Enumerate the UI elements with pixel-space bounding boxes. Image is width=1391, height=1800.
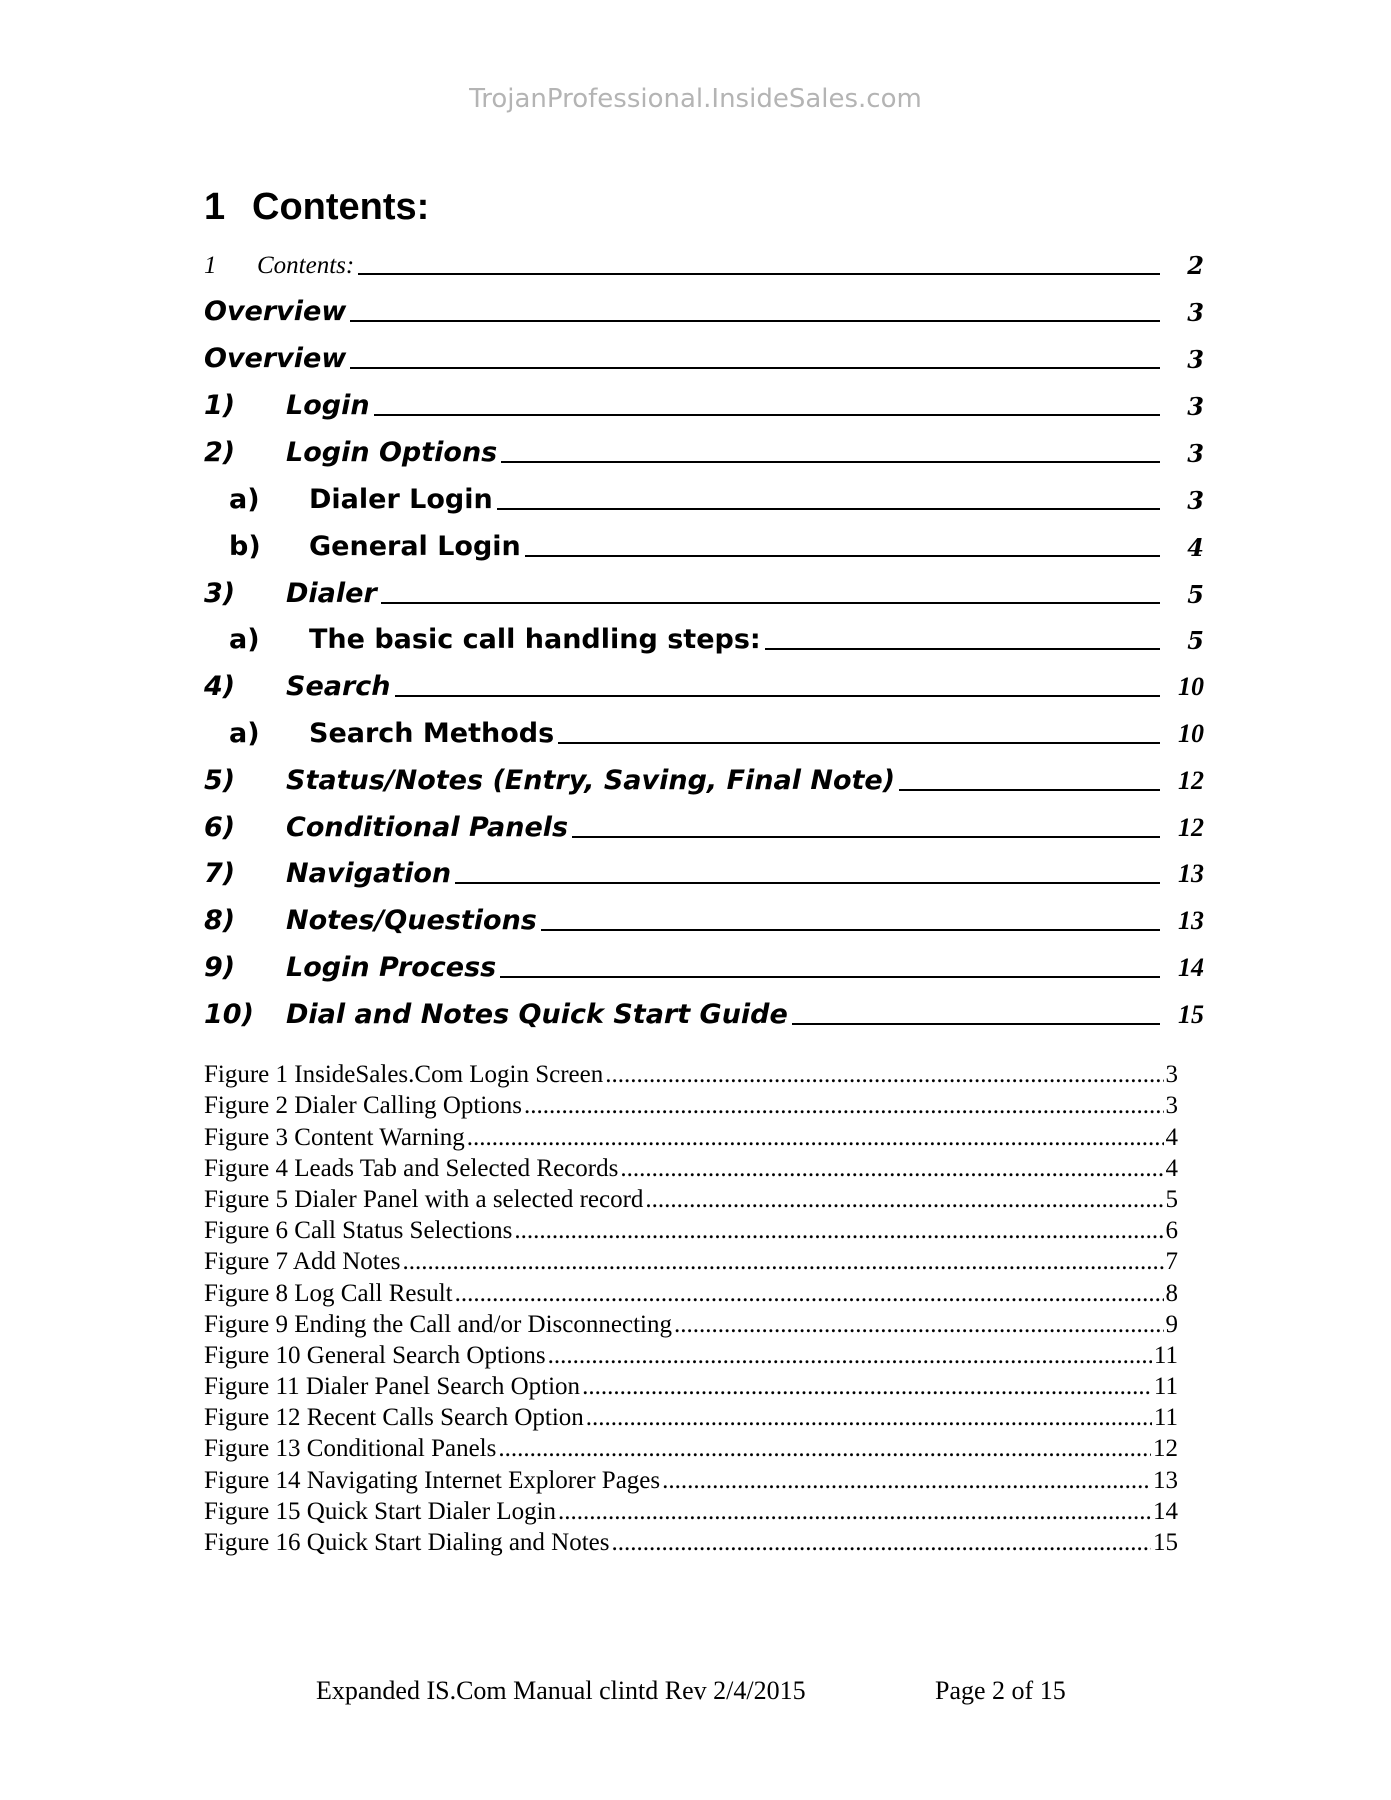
figure-page: 13 xyxy=(1153,1466,1178,1494)
toc-entry-label: The basic call handling steps: xyxy=(309,624,761,655)
dot-leader xyxy=(524,1093,1163,1118)
toc-leader-line xyxy=(572,836,1160,838)
toc-entry-number: a) xyxy=(229,718,260,749)
toc-entry-label: Dialer xyxy=(286,578,377,609)
dot-leader xyxy=(674,1312,1164,1337)
toc-entry-number: 6) xyxy=(204,812,236,843)
toc-entry-label: General Login xyxy=(309,531,521,562)
toc-entry-number: 8) xyxy=(204,905,236,936)
toc-entry-notes-questions[interactable] xyxy=(204,894,1204,934)
footer-page-number: Page 2 of 15 xyxy=(935,1676,1066,1705)
figure-entry[interactable] xyxy=(204,1212,1178,1243)
dot-leader xyxy=(548,1343,1152,1368)
toc-entry-label: Search xyxy=(286,671,391,702)
toc-entry-page: 3 xyxy=(1187,345,1204,374)
toc-entry-number: b) xyxy=(229,531,261,562)
figure-page: 9 xyxy=(1165,1310,1178,1338)
toc-entry-label: Notes/Questions xyxy=(286,905,537,936)
figure-page: 7 xyxy=(1165,1248,1178,1276)
dot-leader xyxy=(455,1281,1164,1306)
toc-entry-general-login[interactable] xyxy=(204,520,1204,560)
figure-title: Figure 7 Add Notes xyxy=(204,1248,401,1276)
figure-page: 4 xyxy=(1165,1154,1178,1182)
toc-entry-label: Login xyxy=(286,390,370,421)
figure-page: 11 xyxy=(1153,1341,1178,1369)
toc-entry-page: 5 xyxy=(1187,580,1204,609)
dot-leader xyxy=(582,1374,1152,1399)
page-title xyxy=(204,186,429,229)
toc-entry-page: 3 xyxy=(1187,392,1204,421)
toc-entry-number: 10) xyxy=(204,999,254,1030)
toc-entry-search[interactable] xyxy=(204,660,1204,700)
toc-entry-page: 3 xyxy=(1187,298,1204,327)
toc-leader-line xyxy=(899,789,1160,791)
figure-page: 11 xyxy=(1153,1373,1178,1401)
toc-leader-line xyxy=(541,929,1160,931)
list-of-figures xyxy=(204,1056,1178,1555)
figure-page: 11 xyxy=(1153,1404,1178,1432)
toc-entry-label: Overview xyxy=(204,296,347,327)
toc-entry-number: a) xyxy=(229,484,260,515)
figure-title: Figure 1 InsideSales.Com Login Screen xyxy=(204,1061,604,1089)
figure-entry[interactable] xyxy=(204,1243,1178,1274)
toc-entry-label: Conditional Panels xyxy=(286,812,569,843)
toc-entry-number: 4) xyxy=(204,671,236,702)
figure-title: Figure 14 Navigating Internet Explorer Pages xyxy=(204,1466,661,1494)
header-url: TrojanProfessional.InsideSales.com xyxy=(469,84,922,114)
figure-entry[interactable] xyxy=(204,1150,1178,1181)
figure-title: Figure 3 Content Warning xyxy=(204,1123,465,1151)
toc-entry-page: 5 xyxy=(1187,626,1204,655)
toc-entry-page: 12 xyxy=(1178,813,1204,842)
figure-entry[interactable] xyxy=(204,1181,1178,1212)
figure-title: Figure 10 General Search Options xyxy=(204,1341,546,1369)
dot-leader xyxy=(645,1187,1163,1212)
toc-entry-search-methods[interactable] xyxy=(204,707,1204,747)
toc-entry-label: Overview xyxy=(204,343,347,374)
toc-leader-line xyxy=(395,695,1160,697)
figure-page: 15 xyxy=(1153,1529,1178,1556)
toc-entry-page: 3 xyxy=(1187,486,1204,515)
figure-entry[interactable] xyxy=(204,1118,1178,1149)
toc-entry-basic-call-handling[interactable] xyxy=(204,613,1204,653)
toc-entry-overview[interactable] xyxy=(204,285,1204,325)
toc-entry-number: 1) xyxy=(204,390,236,421)
dot-leader xyxy=(403,1249,1164,1274)
figure-title: Figure 12 Recent Calls Search Option xyxy=(204,1404,584,1432)
toc-entry-label: Contents: xyxy=(257,252,355,279)
toc-entry-navigation[interactable] xyxy=(204,847,1204,887)
figure-page: 3 xyxy=(1165,1092,1178,1120)
figure-title: Figure 5 Dialer Panel with a selected record xyxy=(204,1185,644,1213)
figure-page: 12 xyxy=(1153,1435,1178,1463)
toc-entry-page: 4 xyxy=(1187,533,1204,562)
toc-entry-page: 10 xyxy=(1178,672,1204,701)
toc-entry-page: 15 xyxy=(1178,1000,1204,1029)
figure-title: Figure 2 Dialer Calling Options xyxy=(204,1092,523,1120)
figure-title: Figure 4 Leads Tab and Selected Records xyxy=(204,1154,619,1182)
figure-entry[interactable] xyxy=(204,1274,1178,1305)
figure-entry[interactable] xyxy=(204,1524,1178,1555)
figure-entry[interactable] xyxy=(204,1056,1178,1087)
toc-entry-number: 9) xyxy=(204,952,236,983)
dot-leader xyxy=(558,1499,1151,1524)
toc-entry-dialer[interactable] xyxy=(204,567,1204,607)
toc-entry-label: Search Methods xyxy=(309,718,555,749)
toc-entry-page: 13 xyxy=(1178,906,1204,935)
toc-leader-line xyxy=(497,508,1160,510)
toc-leader-line xyxy=(455,882,1160,884)
toc-entry-number: 3) xyxy=(204,578,236,609)
toc-leader-line xyxy=(558,742,1160,744)
toc-entry-label: Login Options xyxy=(286,437,498,468)
figure-title: Figure 6 Call Status Selections xyxy=(204,1217,513,1245)
figure-title: Figure 9 Ending the Call and/or Disconnecting xyxy=(204,1310,672,1338)
figure-page: 14 xyxy=(1153,1497,1178,1525)
dot-leader xyxy=(662,1468,1151,1493)
toc-entry-dialer-login[interactable] xyxy=(204,473,1204,513)
figure-entry[interactable] xyxy=(204,1461,1178,1492)
footer-doc-title: Expanded IS.Com Manual clintd Rev 2/4/2015 xyxy=(316,1676,806,1705)
toc-entry-login[interactable] xyxy=(204,379,1204,419)
page-title-number: 1 xyxy=(204,186,226,228)
toc-entry-contents[interactable] xyxy=(204,238,1204,278)
figure-entry[interactable] xyxy=(204,1399,1178,1430)
dot-leader xyxy=(467,1125,1164,1150)
dot-leader xyxy=(605,1062,1163,1087)
toc-entry-page: 3 xyxy=(1187,439,1204,468)
figure-page: 5 xyxy=(1165,1185,1178,1213)
toc-entry-quick-start[interactable] xyxy=(204,988,1204,1028)
figure-entry[interactable] xyxy=(204,1087,1178,1118)
toc-leader-line xyxy=(765,648,1160,650)
toc-entry-conditional-panels[interactable] xyxy=(204,801,1204,841)
toc-entry-number: 7) xyxy=(204,858,236,889)
toc-entry-number: 5) xyxy=(204,765,236,796)
toc-entry-status-notes[interactable] xyxy=(204,754,1204,794)
toc-leader-line xyxy=(792,1023,1160,1025)
figure-entry[interactable] xyxy=(204,1430,1178,1461)
toc-entry-label: Dialer Login xyxy=(309,484,493,515)
toc-leader-line xyxy=(525,555,1160,557)
toc-entry-login-options[interactable] xyxy=(204,426,1204,466)
toc-entry-page: 14 xyxy=(1178,953,1204,982)
toc-leader-line xyxy=(381,602,1160,604)
toc-entry-overview[interactable] xyxy=(204,332,1204,372)
toc-entry-page: 12 xyxy=(1178,766,1204,795)
toc-entry-label: Dial and Notes Quick Start Guide xyxy=(286,999,788,1030)
toc-entry-page: 10 xyxy=(1178,719,1204,748)
figure-page: 4 xyxy=(1165,1123,1178,1151)
figure-entry[interactable] xyxy=(204,1368,1178,1399)
figure-title: Figure 11 Dialer Panel Search Option xyxy=(204,1373,581,1401)
toc-leader-line xyxy=(500,976,1160,978)
page-footer xyxy=(0,1676,1391,1710)
toc-entry-page: 13 xyxy=(1178,859,1204,888)
toc-entry-number: a) xyxy=(229,624,260,655)
toc-leader-line xyxy=(358,273,1160,275)
toc-entry-label: Login Process xyxy=(286,952,497,983)
figure-title: Figure 8 Log Call Result xyxy=(204,1279,453,1307)
toc-leader-line xyxy=(350,367,1160,369)
figure-page: 8 xyxy=(1165,1279,1178,1307)
dot-leader xyxy=(586,1405,1152,1430)
dot-leader xyxy=(498,1436,1151,1461)
toc-entry-login-process[interactable] xyxy=(204,941,1204,981)
figure-page: 6 xyxy=(1165,1217,1178,1245)
toc-entry-number: 1 xyxy=(204,252,217,279)
toc-entry-number: 2) xyxy=(204,437,236,468)
figure-entry[interactable] xyxy=(204,1306,1178,1337)
toc-leader-line xyxy=(350,320,1160,322)
figure-entry[interactable] xyxy=(204,1493,1178,1524)
toc-entry-label: Status/Notes (Entry, Saving, Final Note) xyxy=(286,765,896,796)
toc-leader-line xyxy=(374,414,1160,416)
figure-title: Figure 16 Quick Start Dialing and Notes xyxy=(204,1529,610,1556)
page-title-text: Contents: xyxy=(252,186,430,228)
figure-page: 3 xyxy=(1165,1061,1178,1089)
toc-entry-page: 2 xyxy=(1187,251,1204,280)
toc-leader-line xyxy=(501,461,1160,463)
toc-entry-label: Navigation xyxy=(286,858,452,889)
figure-title: Figure 15 Quick Start Dialer Login xyxy=(204,1497,557,1525)
dot-leader xyxy=(514,1218,1163,1243)
dot-leader xyxy=(620,1156,1163,1181)
figure-title: Figure 13 Conditional Panels xyxy=(204,1435,497,1463)
figure-entry[interactable] xyxy=(204,1337,1178,1368)
dot-leader xyxy=(612,1530,1152,1555)
